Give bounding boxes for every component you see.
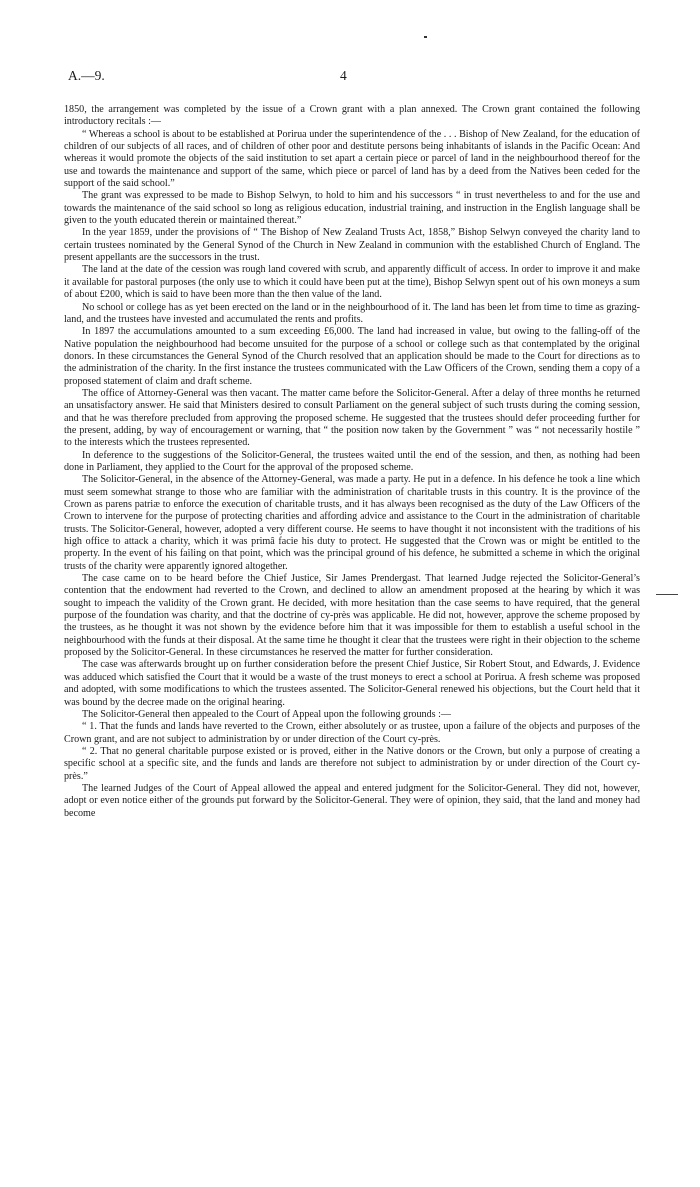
document-reference: A.—9. — [68, 68, 105, 83]
scan-mark — [424, 36, 427, 38]
paragraph: In 1897 the accumulations amounted to a sum exceeding £6,000. The land had increased in value, but owing to the falling-off of the Native population the neighbourhood had become unsuited for the purpose of a school or college such as that contemplated by the original donors. In these circumstances the General Synod of the Church resolved that an application should be made to the Court for directions as to the administration of the charity. In the first instance the trustees communicated with the Law Officers of the Crown, sending them a copy of a proposed statement of claim and draft scheme. — [64, 326, 640, 387]
body-text — [64, 104, 640, 820]
paragraph: In the year 1859, under the provisions of “ The Bishop of New Zealand Trusts Act, 1858,” Bishop Selwyn conveyed the charity land to certain trustees nominated by the General Synod of the Church in New Zealand in communion with the established Church of England. The present appellants are the successors in the trust. — [64, 227, 640, 264]
page-number: 4 — [340, 68, 347, 83]
appeal-ground: “ 1. That the funds and lands have reverted to the Crown, either absolutely or as trustee, upon a failure of the objects and purposes of the Crown grant, and are not subject to administration by or under direction of the Court cy-près. — [64, 721, 640, 745]
paragraph: The Solicitor-General then appealed to the Court of Appeal upon the following grounds :— — [82, 708, 451, 720]
paragraph: The land at the date of the cession was rough land covered with scrub, and apparently difficult of access. In order to improve it and make it available for pastoral purposes (the only use to which it could have been put at the time), Bishop Selwyn spent out of his own moneys a sum of about £200, which is said to have been more than the then value of the land. — [64, 264, 640, 301]
paragraph: The grant was expressed to be made to Bishop Selwyn, to hold to him and his successors “ in trust nevertheless to and for the use and towards the maintenance of the said school so long as religious education, industrial training, and instruction in the English language shall be given to the youth educated therein or maintained thereat.” — [64, 190, 640, 227]
paragraph: The case was afterwards brought up on further consideration before the present Chief Justice, Sir Robert Stout, and Edwards, J. Evidence was adduced which satisfied the Court that it would be a waste of the trust moneys to erect a school at Porirua. A fresh scheme was proposed and adopted, with some modifications to which the trustees assented. The Solicitor-General renewed his objections, but the Court held that it was bound by the decree made on the original hearing. — [64, 659, 640, 708]
appeal-ground: “ 2. That no general charitable purpose existed or is proved, either in the Native donors or the Crown, but only a purpose of creating a specific school at a specific site, and the funds and lands are therefore not subject to administration by or under direction of the Court cy-près.” — [64, 745, 640, 782]
paragraph: The Solicitor-General, in the absence of the Attorney-General, was made a party. He put in a defence. In his defence he took a line which must seem somewhat strange to those who are familiar with the administration of charitable trusts in this country. It is the province of the Crown as parens patriæ to enforce the execution of charitable trusts, and it has always been recognised as the duty of the Law Officers of the Crown to intervene for the purpose of protecting charities and affording advice and assistance to the Court in the administration of charitable trusts. The Solicitor-General, however, adopted a very different course. He seems to have thought it not inconsistent with the traditions of his high office to attack a charity, which it was primâ facie his duty to protect. He suggested that the Crown was or might be entitled to the property. In the event of his failing on that point, which was the principal ground of his defence, he submitted a scheme in which the original trusts of the charity were apparently ignored altogether. — [64, 474, 640, 572]
paragraph: The office of Attorney-General was then vacant. The matter came before the Solicitor-General. After a delay of three months he returned an unsatisfactory answer. He said that Ministers desired to consult Parliament on the general subject of such trusts during the coming session, and that he was therefore precluded from approving the proposed scheme. He suggested that the trustees should defer proceeding further for the present, adding, by way of encouragement or warning, that “ the position now taken by the Government ” was “ not necessarily hostile ” to the interests which the trustees represented. — [64, 387, 640, 449]
paragraph: In deference to the suggestions of the Solicitor-General, the trustees waited until the end of the session, and then, as nothing had been done in Parliament, they applied to the Court for the approval of the proposed scheme. — [64, 449, 640, 473]
paragraph: The case came on to be heard before the Chief Justice, Sir James Prendergast. That learned Judge rejected the Solicitor-General’s contention that the endowment had reverted to the Crown, and declined to allow an amendment proposed at the hearing by which it was sought to impeach the validity of the Crown grant. He decided, with more hesitation than the case seems to have required, that the general purpose of the foundation was charity, and that the doctrine of cy-près was applicable. He did not, however, approve the scheme proposed by the trustees, as he thought it was not shown by the evidence before him that it was impossible for them to establish a useful school in the neighbourhood with the funds at their disposal. At the same time he thought it clear that the trustees were right in their objection to the scheme proposed by the Solicitor-General. In these circumstances he reserved the matter for further consideration. — [64, 573, 640, 659]
quoted-recital: “ Whereas a school is about to be established at Porirua under the superintendence of the . . . Bishop of New Zealand, for the education of children of our subjects of all races, and of children of other poor and destitute persons being inhabitants of islands in the Pacific Ocean: And whereas it would promote the objects of the said institution to set apart a certain piece or parcel of land in the neighbourhood thereof for the use and towards the maintenance and support of the same, which piece or parcel of land has by a deed from the Natives been ceded for the support of the said school.” — [64, 128, 640, 190]
paragraph: The learned Judges of the Court of Appeal allowed the appeal and entered judgment for the Solicitor-General. They did not, however, adopt or even notice either of the grounds put forward by the Solicitor-General. They were of opinion, they said, that the land and money had become — [64, 782, 640, 819]
paragraph: 1850, the arrangement was completed by the issue of a Crown grant with a plan annexed. The Crown grant contained the following introductory recitals :— — [64, 104, 640, 128]
margin-mark — [656, 594, 678, 595]
paragraph: No school or college has as yet been erected on the land or in the neighbourhood of it. The land has been let from time to time as grazing-land, and the trustees have invested and accumulated the rents and profits. — [64, 301, 640, 325]
